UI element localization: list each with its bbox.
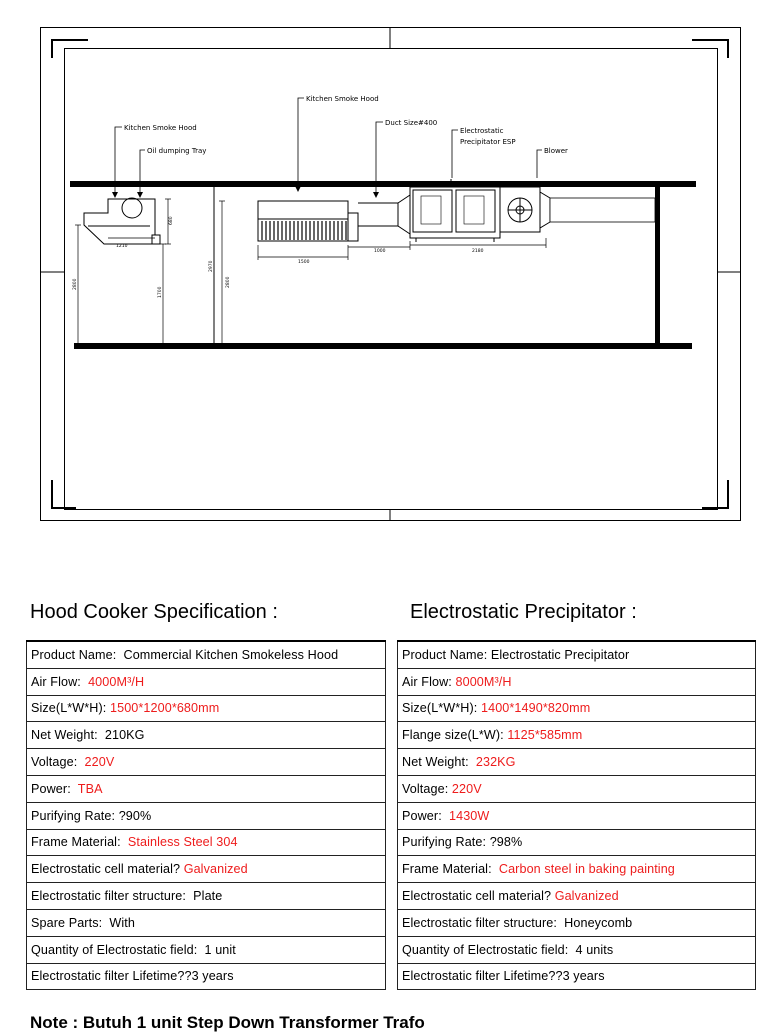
drawing-outer-border [41, 28, 741, 521]
spec-value: 220V [84, 755, 115, 770]
oil-tray [152, 235, 160, 244]
esp-spec-row [398, 668, 756, 695]
spec-label: Voltage: [402, 781, 452, 796]
esp-spec-row [398, 909, 756, 936]
spec-label: Frame Material: [402, 862, 499, 877]
spec-label: Spare Parts: [31, 915, 110, 930]
hood-spec-row [27, 722, 386, 749]
hood-spec-row [27, 668, 386, 695]
spec-label: Electrostatic filter Lifetime?? [31, 969, 192, 984]
spec-value: 8000M³/H [455, 674, 512, 689]
hood-spec-title: Hood Cooker Specification : [30, 601, 278, 623]
hood-spec-cell [27, 936, 386, 963]
esp-spec-cell [398, 936, 756, 963]
hood-spec-cell [27, 883, 386, 910]
esp-spec-row [398, 775, 756, 802]
right-wall [655, 187, 660, 343]
label-kitchen-smoke-hood-center: Kitchen Smoke Hood [306, 95, 379, 103]
spec-value: ?98% [489, 835, 523, 850]
spec-label: Size(L*W*H): [402, 701, 481, 716]
hood-spec-cell [27, 829, 386, 856]
esp-spec-cell [398, 856, 756, 883]
esp-spec-cell [398, 722, 756, 749]
spec-value: With [109, 915, 135, 930]
spec-label: Quantity of Electrostatic field: [31, 942, 205, 957]
esp-spec-cell [398, 963, 756, 990]
hood-spec-table [26, 640, 386, 990]
spec-value: Galvanized [554, 889, 619, 904]
esp-spec-row [398, 695, 756, 722]
spec-value: Plate [193, 889, 223, 904]
spec-value: 1125*585mm [507, 728, 583, 743]
left-smoke-hood [84, 198, 160, 244]
label-blower: Blower [544, 147, 568, 155]
label-oil-dumping-tray: Oil dumping Tray [147, 147, 207, 155]
dim-duct-gap: 1000 [374, 249, 386, 254]
spec-value: 3 years [562, 969, 605, 984]
spec-value: 1500*1200*680mm [109, 701, 220, 716]
esp-spec-row [398, 749, 756, 776]
spec-value: Galvanized [183, 862, 248, 877]
spec-label: Net Weight: [402, 755, 476, 770]
spec-value: 232KG [475, 755, 516, 770]
hood-spec-row [27, 829, 386, 856]
hood-spec-cell [27, 641, 386, 668]
dim-left-hood-width: 1210 [116, 244, 128, 249]
esp-spec-cell [398, 802, 756, 829]
spec-label: Quantity of Electrostatic field: [402, 942, 576, 957]
esp-spec-cell [398, 695, 756, 722]
spec-value: 4000M³/H [88, 674, 145, 689]
hood-spec-cell [27, 668, 386, 695]
esp-spec-row [398, 963, 756, 990]
esp-spec-title: Electrostatic Precipitator : [410, 601, 637, 623]
dim-left-hood-bottom: 1700 [158, 286, 163, 298]
spec-value: 1430W [449, 808, 490, 823]
esp-spec-row [398, 936, 756, 963]
spec-value: 220V [451, 781, 482, 796]
esp-spec-cell [398, 641, 756, 668]
spec-label: Electrostatic cell material? [31, 862, 184, 877]
drawing-inner-border [65, 49, 718, 510]
spec-value: ?90% [118, 808, 152, 823]
hood-spec-cell [27, 722, 386, 749]
esp-spec-row [398, 641, 756, 668]
spec-value: Stainless Steel 304 [127, 835, 238, 850]
dim-esp-length: 2180 [472, 249, 484, 254]
spec-label: Voltage: [31, 755, 85, 770]
hood-spec-row [27, 909, 386, 936]
esp-spec-cell [398, 909, 756, 936]
dim-center-hood-width: 1500 [298, 260, 310, 265]
spec-value: 1 unit [204, 942, 236, 957]
esp-spec-cell [398, 829, 756, 856]
label-kitchen-smoke-hood-left: Kitchen Smoke Hood [124, 124, 197, 132]
spec-value: TBA [77, 781, 103, 796]
hood-spec-row [27, 775, 386, 802]
spec-label: Electrostatic cell material? [402, 889, 555, 904]
esp-spec-cell [398, 749, 756, 776]
ceiling-beam [70, 181, 696, 187]
hood-spec-row [27, 749, 386, 776]
dim-left-hood-height: 680 [169, 216, 174, 225]
hood-spec-row [27, 695, 386, 722]
spec-label: Size(L*W*H): [31, 701, 110, 716]
spec-label: Frame Material: [31, 835, 128, 850]
corner-marks [52, 40, 728, 508]
esp-unit [410, 179, 500, 242]
spec-label: Air Flow: [31, 674, 89, 689]
esp-spec-row [398, 856, 756, 883]
blower-unit [500, 187, 655, 232]
hood-spec-row [27, 856, 386, 883]
hood-spec-row [27, 963, 386, 990]
spec-value: 210KG [104, 728, 145, 743]
spec-label: Flange size(L*W): [402, 728, 508, 743]
spec-value: 1400*1490*820mm [480, 701, 591, 716]
hood-spec-cell [27, 802, 386, 829]
hood-spec-row [27, 936, 386, 963]
hood-spec-row [27, 883, 386, 910]
floor-beam [74, 343, 692, 349]
spec-label: Product Name: [402, 647, 491, 662]
esp-spec-row [398, 883, 756, 910]
label-esp-line2: Precipitator ESP [460, 138, 516, 146]
hood-spec-cell [27, 856, 386, 883]
esp-spec-cell [398, 775, 756, 802]
label-esp-line1: Electrostatic [460, 127, 504, 135]
esp-spec-row [398, 829, 756, 856]
spec-label: Net Weight: [31, 728, 105, 743]
spec-label: Power: [402, 808, 449, 823]
hood-spec-row [27, 802, 386, 829]
hood-spec-row [27, 641, 386, 668]
hood-spec-cell [27, 909, 386, 936]
spec-value: Commercial Kitchen Smokeless Hood [123, 647, 339, 662]
dim-left-full-height: 2800 [73, 278, 78, 290]
esp-spec-row [398, 802, 756, 829]
esp-spec-cell [398, 883, 756, 910]
spec-value: Honeycomb [564, 915, 633, 930]
spec-label: Power: [31, 781, 78, 796]
spec-label: Air Flow: [402, 674, 456, 689]
esp-spec-table [397, 640, 756, 990]
spec-value: 3 years [191, 969, 234, 984]
spec-label: Electrostatic filter Lifetime?? [402, 969, 563, 984]
spec-label: Purifying Rate: [31, 808, 119, 823]
label-duct-size: Duct Size#400 [385, 119, 438, 127]
spec-value: 4 units [575, 942, 614, 957]
hood-spec-cell [27, 963, 386, 990]
transformer-note: Note : Butuh 1 unit Step Down Transformer Trafo [30, 1013, 425, 1032]
spec-label: Electrostatic filter structure: [402, 915, 565, 930]
dim-ceiling-height: 2970 [209, 260, 214, 272]
hood-spec-cell [27, 749, 386, 776]
duct [358, 195, 410, 234]
spec-label: Electrostatic filter structure: [31, 889, 194, 904]
spec-value: Carbon steel in baking painting [498, 862, 675, 877]
spec-label: Purifying Rate: [402, 835, 490, 850]
dim-center-full-height: 2800 [226, 276, 231, 288]
hood-spec-cell [27, 775, 386, 802]
spec-value: Electrostatic Precipitator [490, 647, 630, 662]
hood-spec-cell [27, 695, 386, 722]
esp-spec-row [398, 722, 756, 749]
center-smoke-hood [258, 201, 358, 241]
esp-spec-cell [398, 668, 756, 695]
spec-label: Product Name: [31, 647, 124, 662]
